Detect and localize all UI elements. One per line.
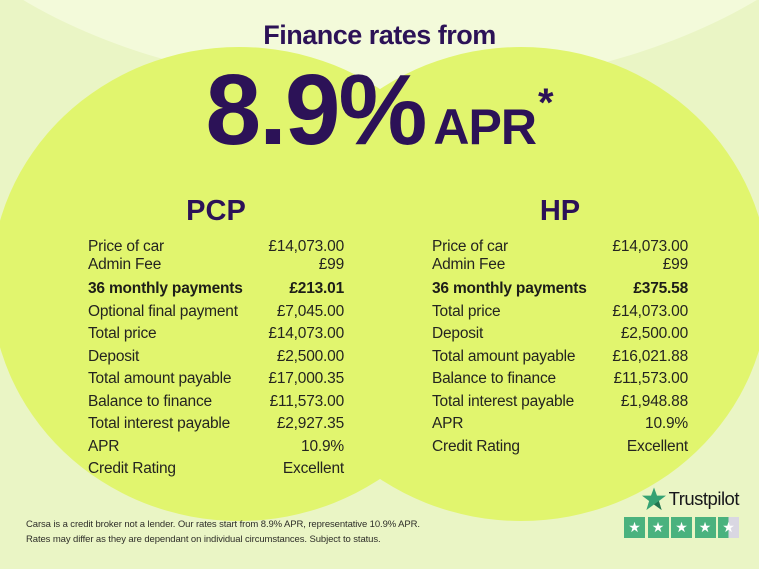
row-label: Credit Rating [88, 460, 176, 477]
row-label: Credit Rating [432, 437, 520, 455]
row-label: Total interest payable [432, 392, 575, 410]
hp-column-title: HP [539, 195, 581, 227]
panel-title: Finance rates from [263, 20, 496, 50]
row-label: Balance to finance [432, 370, 556, 387]
table-row [88, 415, 344, 433]
table-row [432, 238, 688, 256]
rate-asterisk: * [537, 81, 554, 125]
table-row [432, 325, 688, 343]
hp-column [432, 196, 688, 456]
trustpilot-brand-text: Trustpilot [668, 488, 739, 509]
row-label: Total amount payable [88, 370, 232, 387]
table-row [432, 393, 688, 411]
row-label: Admin Fee [88, 256, 162, 273]
table-row [432, 415, 688, 433]
row-value: £14,073.00 [612, 238, 688, 255]
row-label: Admin Fee [432, 256, 506, 273]
row-value: Excellent [626, 437, 688, 455]
row-value: £213.01 [289, 280, 344, 297]
rate-apr-label: APR [433, 99, 536, 155]
table-row [88, 370, 344, 388]
row-label: Price of car [88, 238, 164, 255]
table-row [88, 256, 344, 274]
row-label: Total price [432, 302, 501, 320]
rating-star-icon: ★ [624, 517, 645, 538]
row-label: Price of car [432, 238, 508, 255]
row-label: Balance to finance [88, 392, 212, 410]
row-value: £14,073.00 [268, 325, 344, 342]
row-value: £1,948.88 [620, 392, 688, 410]
row-value: £7,045.00 [276, 302, 344, 320]
row-label: APR [88, 437, 120, 455]
legal-disclaimer [26, 518, 476, 547]
rating-half-star-icon: ★ [718, 517, 739, 538]
table-row [88, 393, 344, 411]
table-row [432, 370, 688, 388]
row-label: Deposit [432, 325, 484, 342]
row-label: Optional final payment [88, 302, 238, 320]
row-label: 36 monthly payments [88, 280, 243, 297]
trustpilot-rating-stars [624, 517, 739, 538]
table-row [432, 256, 688, 274]
table-row [432, 348, 688, 366]
table-row [88, 348, 344, 366]
row-value: £17,000.35 [268, 370, 344, 387]
table-row [88, 438, 344, 456]
row-value: 10.9% [645, 415, 688, 432]
trustpilot-star-icon [642, 487, 666, 511]
rate-value: 8.9% [205, 54, 426, 166]
table-row [432, 438, 688, 456]
table-row [88, 280, 344, 298]
row-value: £11,573.00 [613, 370, 688, 387]
row-value: £99 [662, 256, 688, 273]
row-value: £16,021.88 [612, 347, 688, 365]
row-label: Total price [88, 325, 157, 342]
row-value: £14,073.00 [612, 302, 688, 320]
row-value: 10.9% [301, 437, 344, 455]
headline-rate [0, 54, 759, 166]
rating-star-icon: ★ [648, 517, 669, 538]
row-value: £11,573.00 [269, 392, 344, 410]
table-row [432, 303, 688, 321]
pcp-column [88, 196, 344, 478]
table-row [88, 238, 344, 256]
row-label: APR [432, 415, 464, 432]
row-label: Deposit [88, 347, 140, 365]
row-value: £2,927.35 [276, 415, 344, 432]
table-row [88, 460, 344, 478]
pcp-column-title: PCP [186, 195, 246, 227]
row-value: £375.58 [633, 280, 688, 297]
trustpilot-badge[interactable] [621, 487, 739, 538]
rating-star-icon: ★ [671, 517, 692, 538]
row-value: £2,500.00 [620, 325, 688, 342]
table-row [432, 280, 688, 298]
row-label: Total interest payable [88, 415, 231, 432]
row-value: Excellent [282, 460, 344, 477]
legal-disclaimer-line2: Rates may differ as they are dependant on individual circumstances. Subject to status. [26, 533, 381, 545]
row-label: Total amount payable [432, 347, 576, 365]
trustpilot-logo [642, 487, 739, 511]
row-value: £2,500.00 [276, 347, 344, 365]
rating-star-icon: ★ [695, 517, 716, 538]
table-row [88, 325, 344, 343]
legal-disclaimer-line1: Carsa is a credit broker not a lender. Our rates start from 8.9% APR, representative 10.9% APR. [26, 519, 420, 530]
table-row [88, 303, 344, 321]
row-value: £99 [318, 256, 344, 273]
row-value: £14,073.00 [268, 238, 344, 255]
row-label: 36 monthly payments [432, 280, 587, 297]
